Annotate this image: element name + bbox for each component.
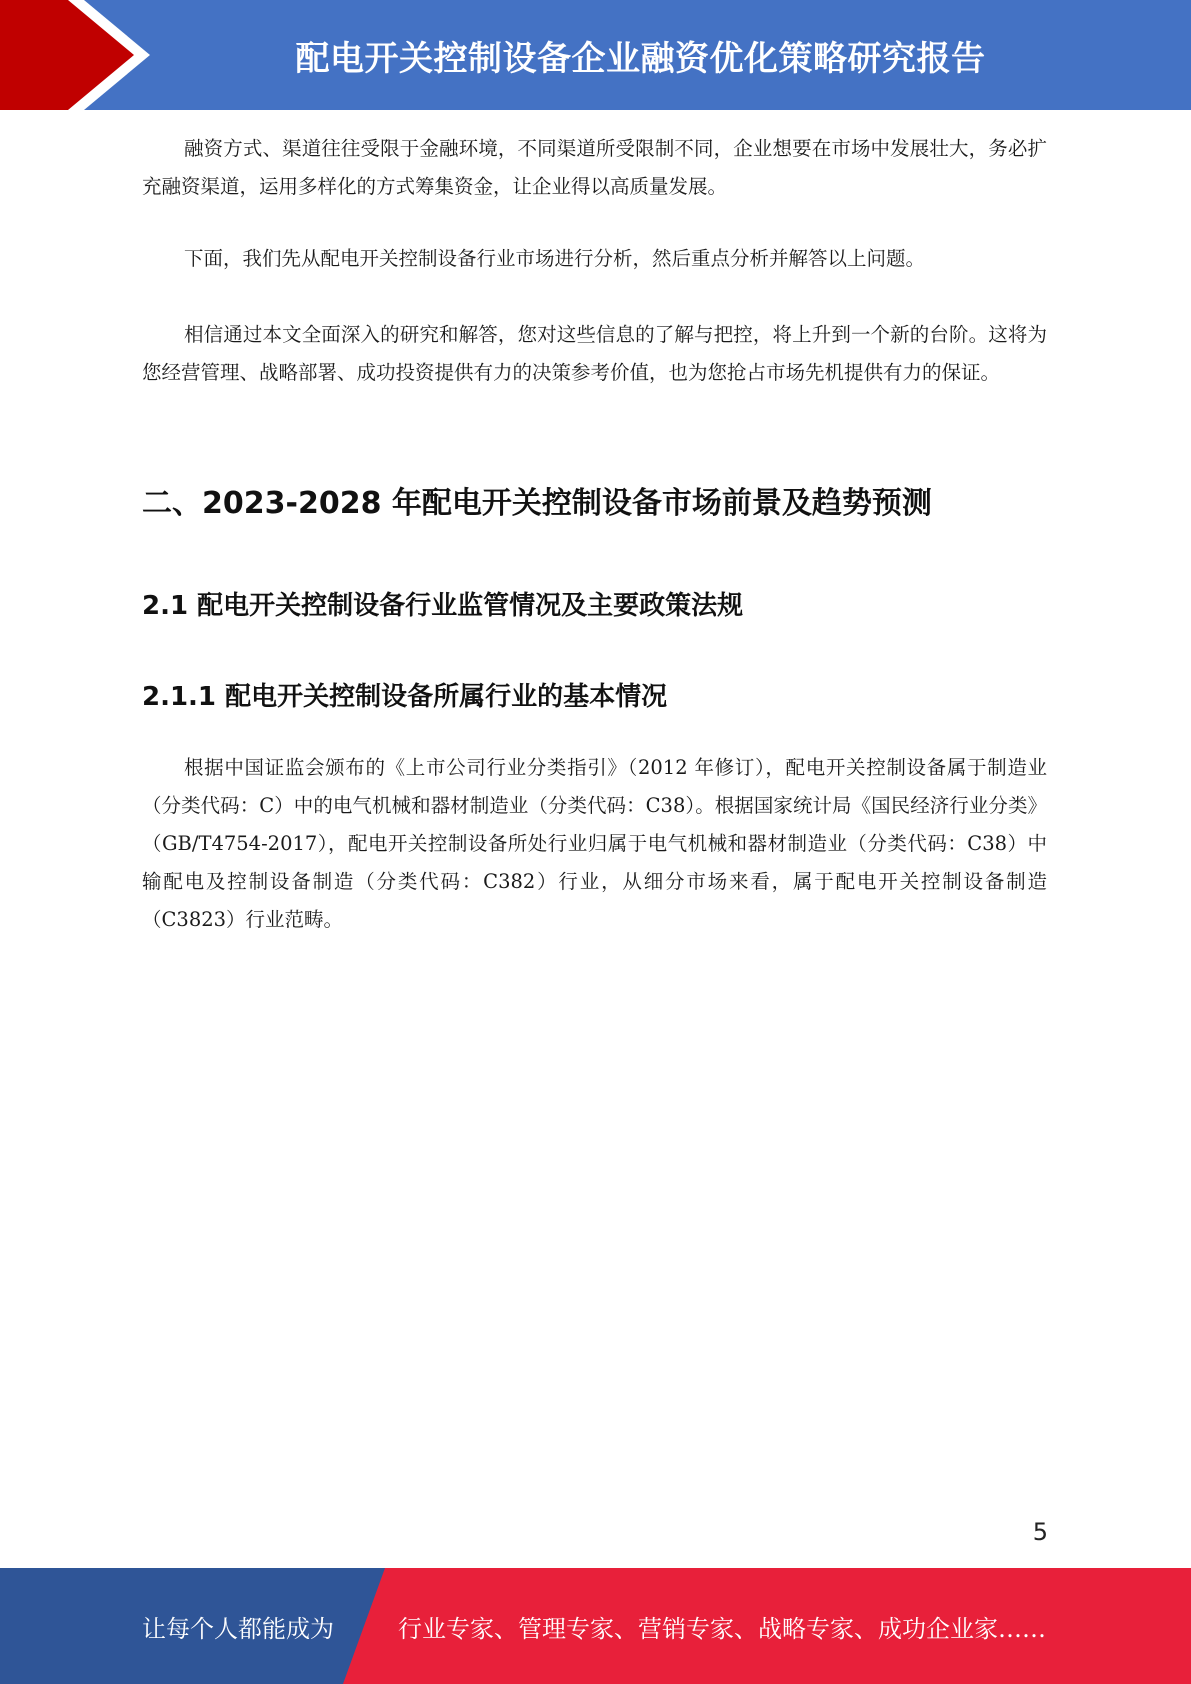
- report-footer: [0, 1568, 1191, 1684]
- intro-paragraph-2: 下面，我们先从配电开关控制设备行业市场进行分析，然后重点分析并解答以上问题。: [184, 247, 926, 270]
- intro-paragraph-3: 相信通过本文全面深入的研究和解答，您对这些信息的了解与把控，将上升到一个新的台阶。这将为您经营管理、战略部署、成功投资提供有力的决策参考价值，也为您抢占市场先机提供有力的保证。: [142, 323, 1047, 384]
- subsection-heading-2-1-1: 2.1.1 配电开关控制设备所属行业的基本情况: [142, 682, 668, 712]
- intro-section: [142, 130, 1047, 392]
- section-heading-2: 二、2023-2028 年配电开关控制设备市场前景及趋势预测: [142, 486, 932, 521]
- footer-slogan-right: 行业专家、管理专家、营销专家、战略专家、成功企业家……: [398, 1614, 1046, 1643]
- subsection-heading-2-1: 2.1 配电开关控制设备行业监管情况及主要政策法规: [142, 591, 744, 621]
- industry-section: [142, 749, 1047, 939]
- page-number: 5: [1032, 1518, 1048, 1546]
- footer-slogan-left: 让每个人都能成为: [142, 1614, 334, 1643]
- industry-paragraph: 根据中国证监会颁布的《上市公司行业分类指引》（2012 年修订），配电开关控制设备属于制造业（分类代码：C）中的电气机械和器材制造业（分类代码：C38）。根据国家统计局《国民经济行业分类》（GB/T4754-2017），配电开关控制设备所处行业归属于电气机械和器材制造业（分类代码：C38）中输配电及控制设备制造（分类代码：C382）行业，从细分市场来看，属于配电开关控制设备制造（C3823）行业范畴。: [142, 756, 1047, 931]
- intro-paragraph-1: 融资方式、渠道往往受限于金融环境，不同渠道所受限制不同，企业想要在市场中发展壮大，务必扩充融资渠道，运用多样化的方式筹集资金，让企业得以高质量发展。: [142, 137, 1047, 198]
- report-header: [0, 0, 1191, 110]
- report-title: 配电开关控制设备企业融资优化策略研究报告: [295, 38, 986, 79]
- header-chevron-icon: [0, 0, 160, 110]
